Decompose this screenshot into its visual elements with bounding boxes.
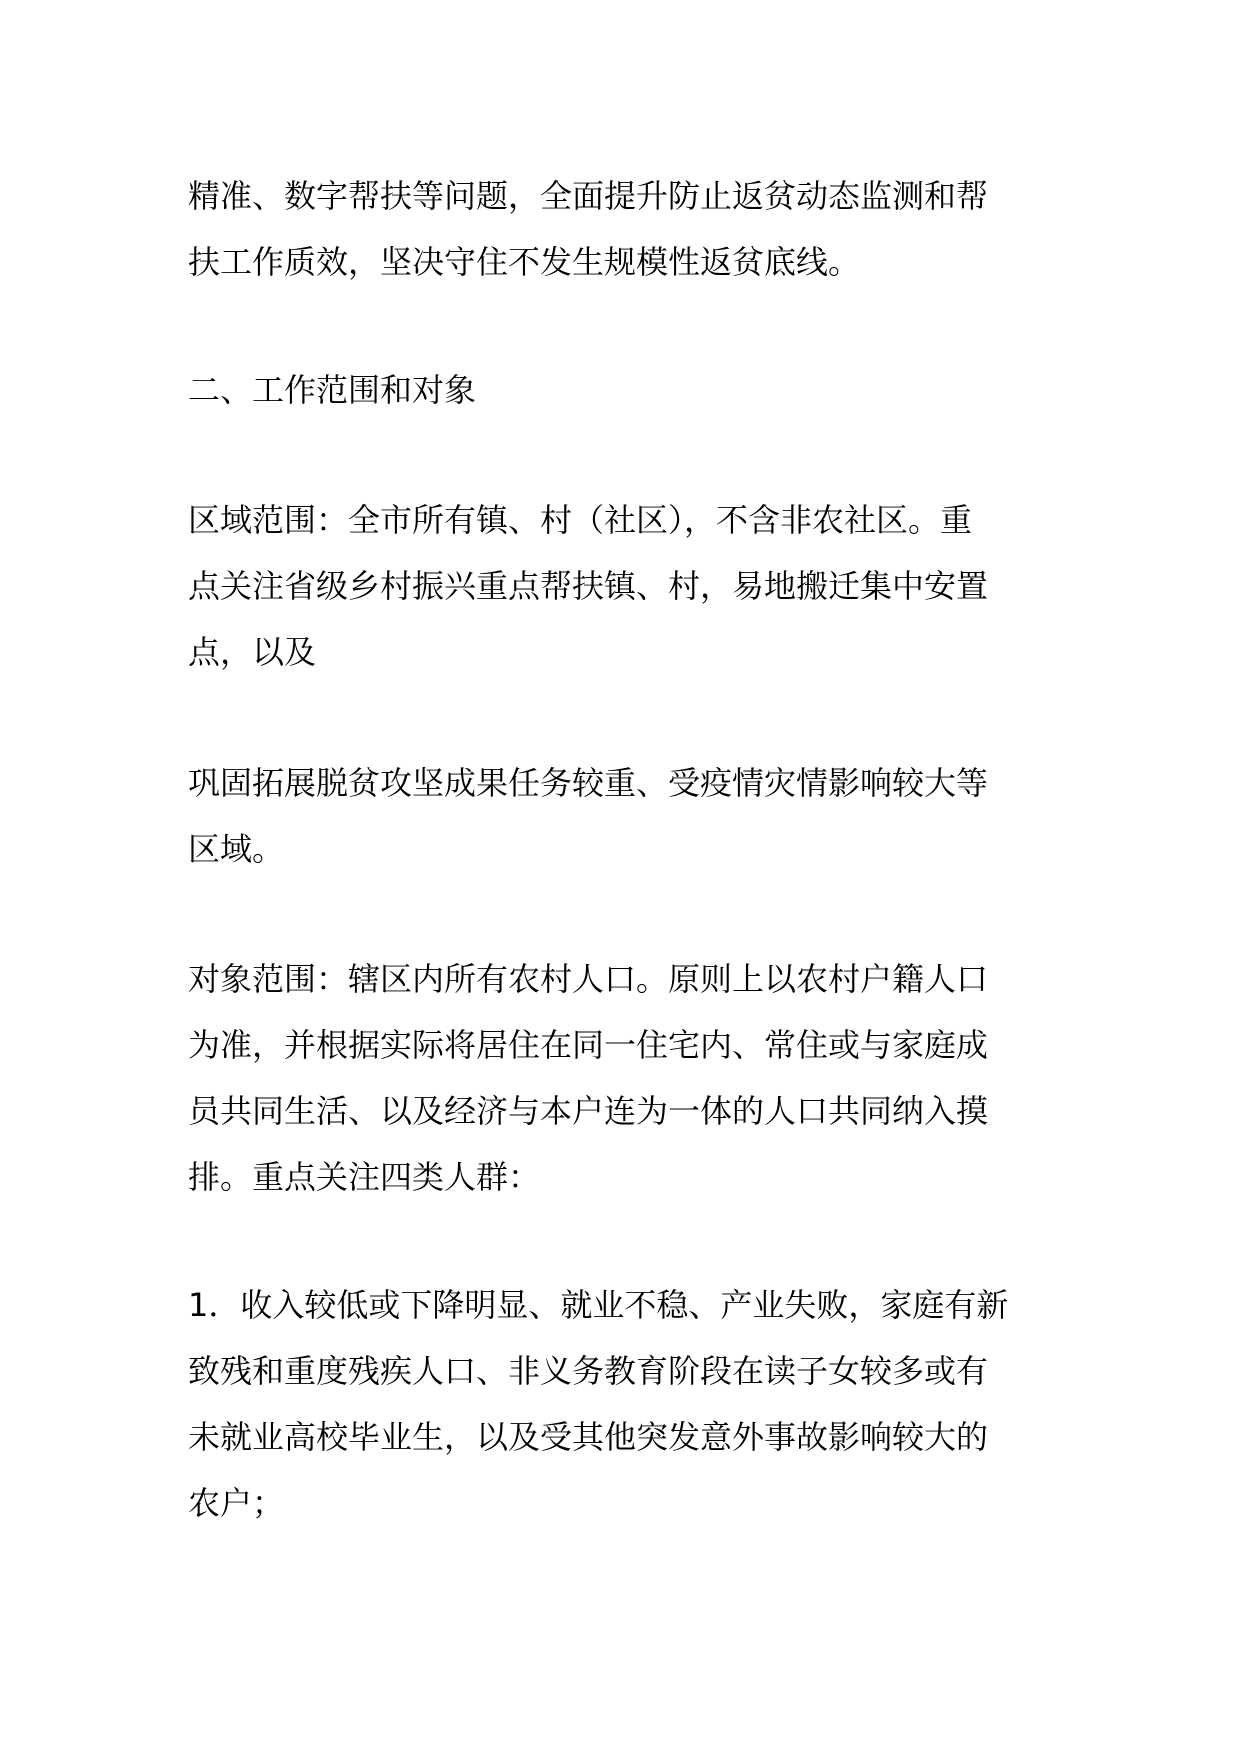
region-scope-line-1: 区域范围：全市所有镇、村（社区），不含非农社区。重 bbox=[188, 501, 973, 539]
target-scope-line-4: 排。重点关注四类人群： bbox=[188, 1158, 541, 1196]
region-scope-line-3: 点，以及 bbox=[188, 633, 317, 671]
target-scope-line-2: 为准，并根据实际将居住在同一住宅内、常住或与家庭成 bbox=[188, 1026, 989, 1064]
paragraph-1-line-2: 扶工作质效，坚决守住不发生规模性返贫底线。 bbox=[188, 243, 861, 281]
list-item-1-line-3: 未就业高校毕业生，以及受其他突发意外事故影响较大的 bbox=[188, 1418, 989, 1456]
list-item-1-line-2: 致残和重度残疾人口、非义务教育阶段在读子女较多或有 bbox=[188, 1352, 989, 1390]
region-scope-line-2: 点关注省级乡村振兴重点帮扶镇、村，易地搬迁集中安置 bbox=[188, 567, 989, 605]
paragraph-1-line-1: 精准、数字帮扶等问题，全面提升防止返贫动态监测和帮 bbox=[188, 177, 989, 215]
target-scope-line-1: 对象范围：辖区内所有农村人口。原则上以农村户籍人口 bbox=[188, 960, 989, 998]
target-scope-line-3: 员共同生活、以及经济与本户连为一体的人口共同纳入摸 bbox=[188, 1092, 989, 1130]
list-item-1-line-1: 1．收入较低或下降明显、就业不稳、产业失败，家庭有新 bbox=[188, 1286, 1009, 1324]
list-item-1-line-4: 农户； bbox=[188, 1484, 285, 1522]
section-heading: 二、工作范围和对象 bbox=[188, 371, 477, 409]
region-continuation-line-2: 区域。 bbox=[188, 830, 285, 868]
region-continuation-line-1: 巩固拓展脱贫攻坚成果任务较重、受疫情灾情影响较大等 bbox=[188, 764, 989, 802]
